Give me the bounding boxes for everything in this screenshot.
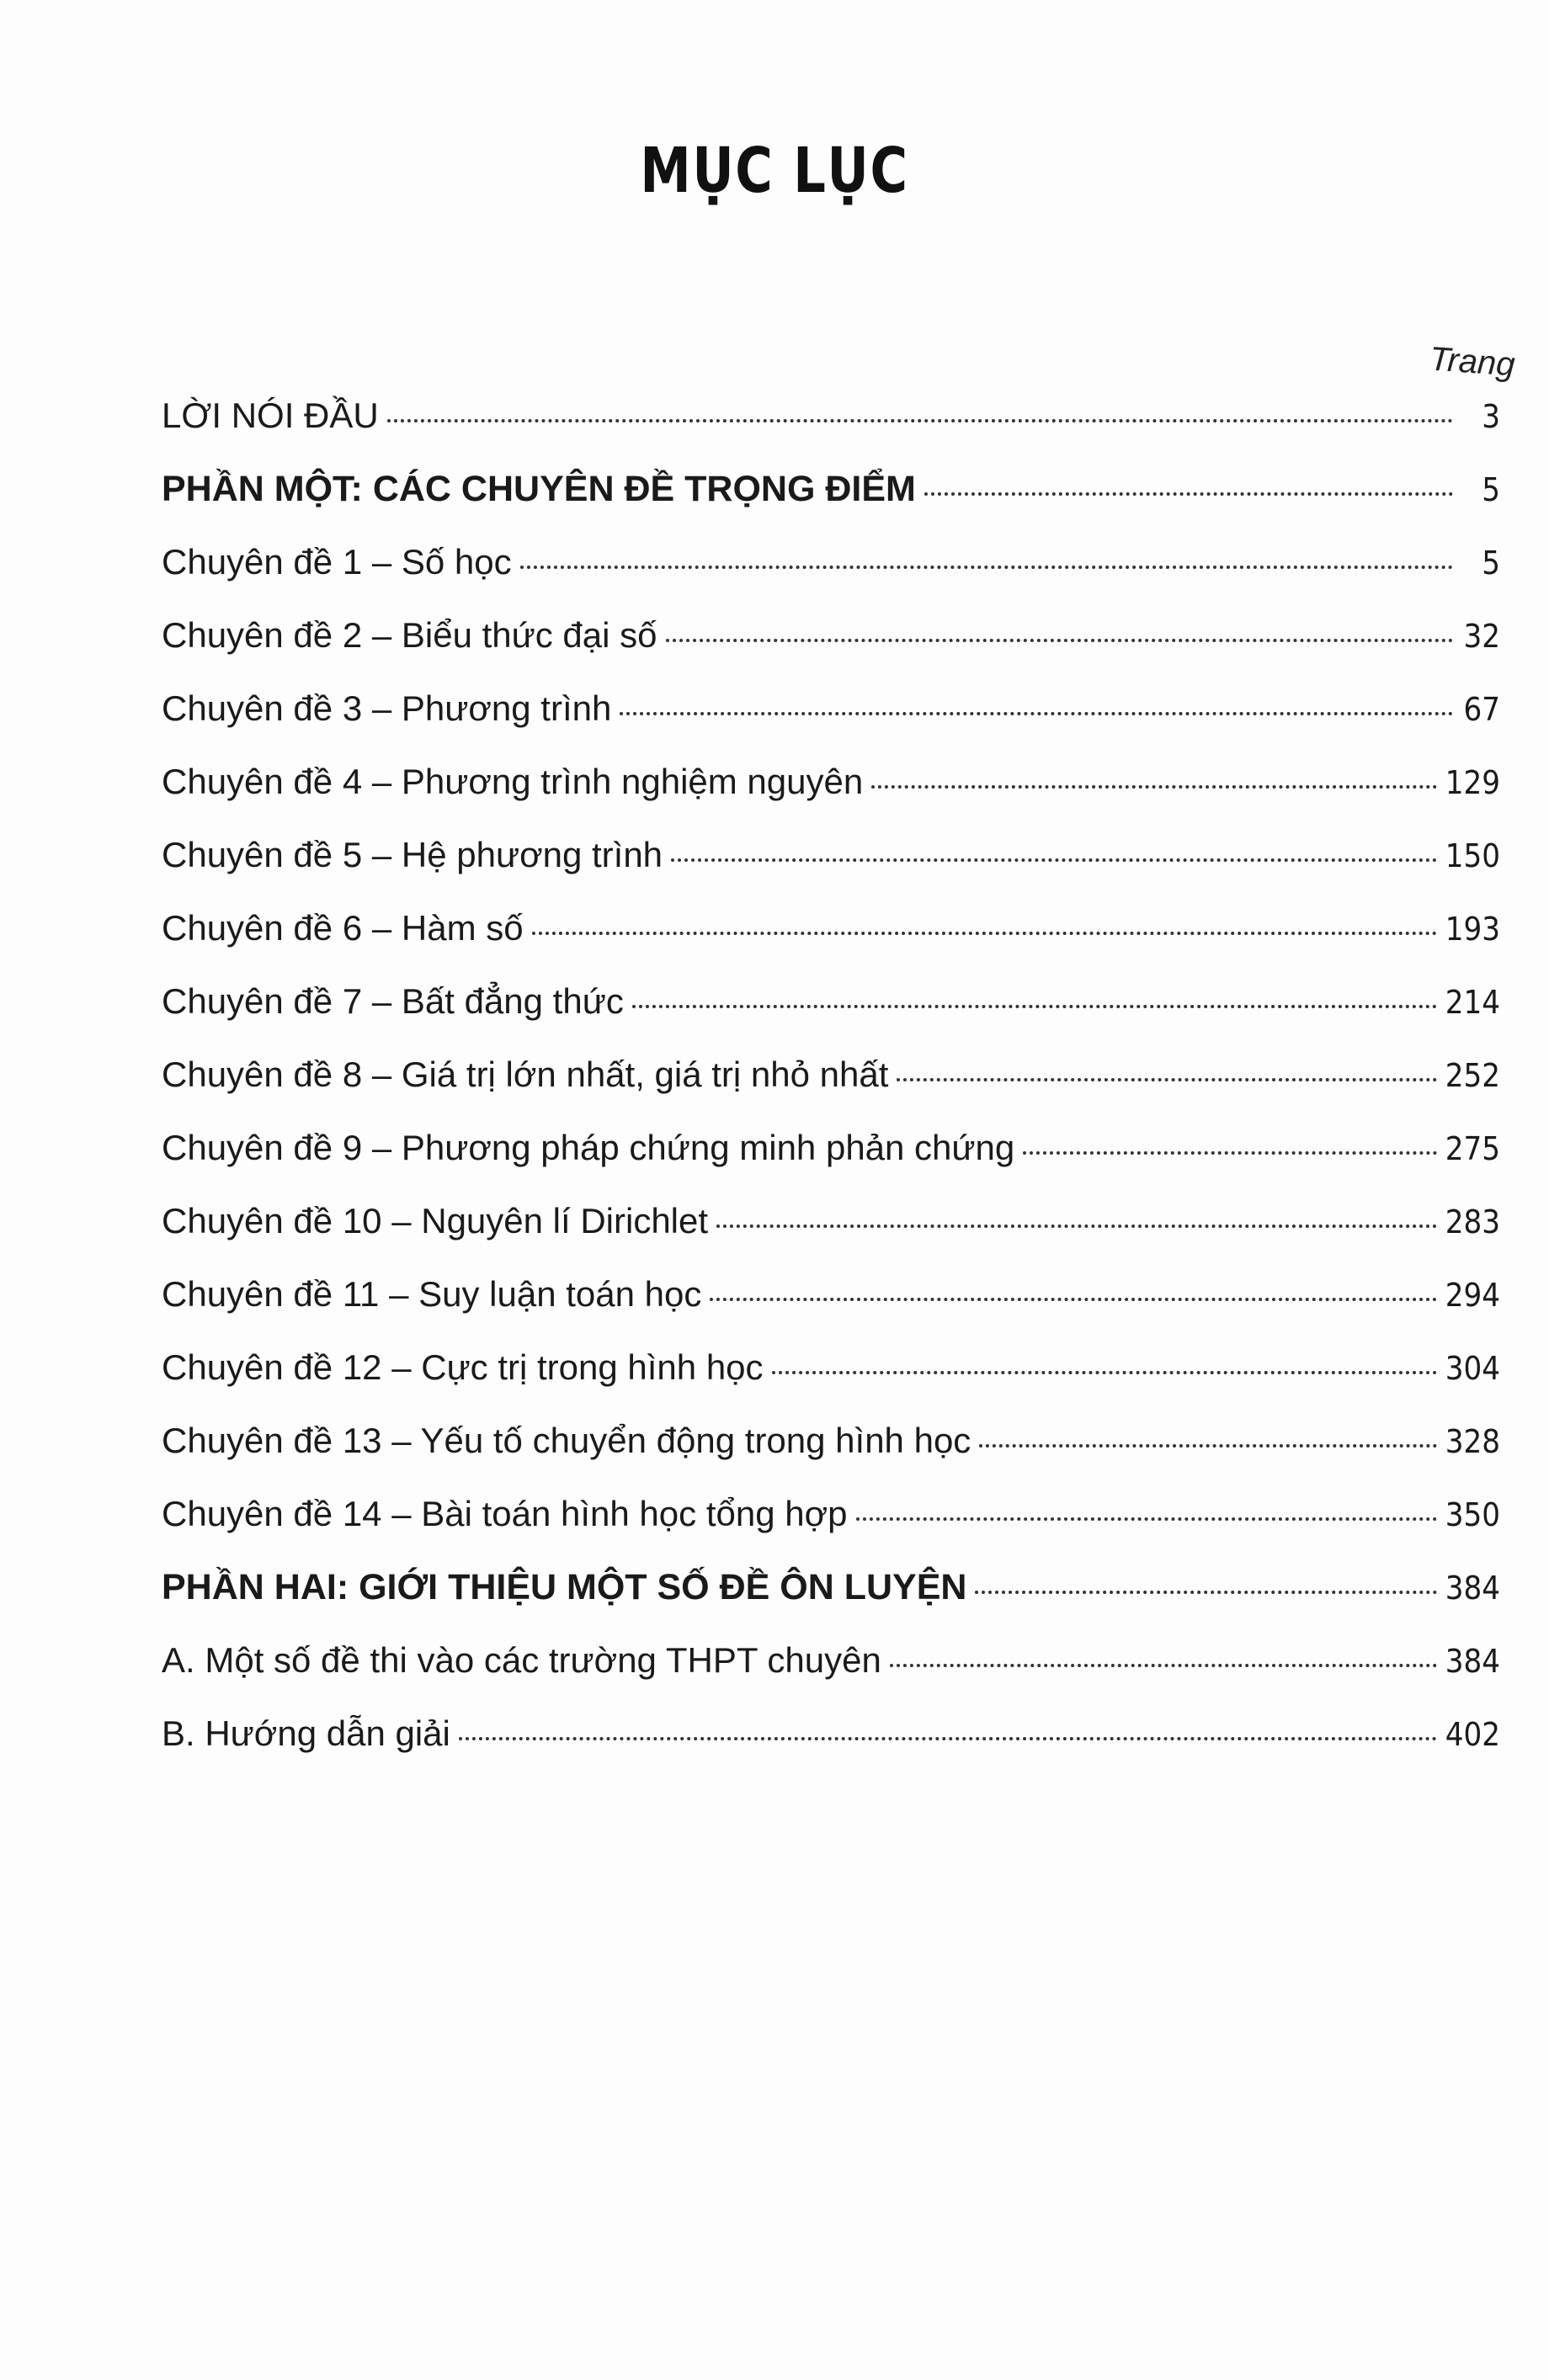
dot-leader: [772, 1371, 1437, 1374]
toc-entry-label: LỜI NÓI ĐẦU: [162, 396, 379, 435]
dot-leader: [532, 932, 1437, 935]
toc-entry-topic-7: [162, 981, 1500, 1055]
toc-entry-page: 67: [1463, 691, 1500, 728]
toc-entry-page: 350: [1445, 1496, 1500, 1533]
toc-entry-label: Chuyên đề 8 – Giá trị lớn nhất, giá trị nhỏ nhất: [162, 1055, 889, 1094]
toc-entry-label: Chuyên đề 9 – Phương pháp chứng minh phản chứng: [162, 1128, 1015, 1167]
toc-entry-label: Chuyên đề 3 – Phương trình: [162, 688, 612, 728]
toc-entry-page: 214: [1445, 984, 1500, 1021]
toc-entry-label: Chuyên đề 7 – Bất đẳng thức: [162, 981, 624, 1021]
toc-entry-label: Chuyên đề 5 – Hệ phương trình: [162, 835, 663, 874]
toc-entry-topic-13: [162, 1421, 1500, 1494]
toc-entry-intro: [162, 396, 1500, 469]
dot-leader: [979, 1444, 1436, 1448]
toc-entry-page: 252: [1445, 1057, 1500, 1094]
dot-leader: [671, 858, 1437, 862]
dot-leader: [620, 712, 1453, 715]
toc-entry-label: B. Hướng dẫn giải: [162, 1713, 450, 1753]
dot-leader: [1023, 1151, 1437, 1155]
toc-entry-page: 5: [1482, 545, 1500, 582]
dot-leader: [890, 1664, 1437, 1667]
toc-entry-page: 275: [1445, 1130, 1500, 1167]
toc-entry-page: 150: [1445, 837, 1500, 874]
toc-entry-page: 304: [1445, 1350, 1500, 1387]
dot-leader: [666, 639, 1454, 642]
toc-entry-label: Chuyên đề 1 – Số học: [162, 542, 512, 582]
page-column-label: Trang: [1428, 340, 1516, 384]
page-title: MỤC LỤC: [640, 135, 909, 207]
dot-leader: [871, 785, 1437, 789]
toc-entry-exams: [162, 1640, 1500, 1713]
dot-leader: [387, 419, 1453, 422]
toc-entry-label: Chuyên đề 10 – Nguyên lí Dirichlet: [162, 1201, 709, 1240]
toc-entry-topic-9: [162, 1128, 1500, 1201]
toc-entry-page: 283: [1445, 1203, 1500, 1240]
dot-leader: [975, 1591, 1436, 1594]
toc-entry-topic-8: [162, 1055, 1500, 1128]
dot-leader: [924, 492, 1453, 496]
dot-leader: [716, 1225, 1437, 1228]
toc-entry-topic-10: [162, 1201, 1500, 1274]
toc-entry-page: 5: [1482, 471, 1500, 508]
toc-entry-topic-4: [162, 762, 1500, 835]
toc-entry-solutions: [162, 1713, 1500, 1787]
toc-entry-page: 328: [1445, 1423, 1500, 1460]
toc-entry-page: 32: [1463, 618, 1500, 655]
toc-entry-label: A. Một số đề thi vào các trường THPT chuyên: [162, 1640, 881, 1680]
toc-entry-page: 129: [1445, 764, 1500, 801]
toc-entry-label: Chuyên đề 2 – Biểu thức đại số: [162, 615, 657, 655]
dot-leader: [856, 1517, 1437, 1521]
toc-entry-label: Chuyên đề 13 – Yếu tố chuyển động trong hình học: [162, 1421, 971, 1460]
toc-entry-label: Chuyên đề 11 – Suy luận toán học: [162, 1274, 702, 1314]
toc-entry-topic-2: [162, 615, 1500, 688]
toc-entry-page: 3: [1482, 398, 1500, 435]
toc-entry-page: 294: [1445, 1277, 1500, 1314]
toc-entry-page: 384: [1445, 1570, 1500, 1607]
toc-entry-topic-12: [162, 1347, 1500, 1421]
toc-entry-page: 384: [1445, 1643, 1500, 1680]
dot-leader: [897, 1078, 1436, 1081]
toc-entry-topic-5: [162, 835, 1500, 908]
toc-entry-label: PHẦN MỘT: CÁC CHUYÊN ĐỀ TRỌNG ĐIỂM: [162, 469, 916, 509]
toc-section-part-one: [162, 469, 1500, 542]
toc-entry-topic-1: [162, 542, 1500, 615]
toc-entry-page: 402: [1445, 1716, 1500, 1753]
dot-leader: [710, 1298, 1436, 1301]
toc-entry-topic-14: [162, 1494, 1500, 1567]
dot-leader: [459, 1737, 1437, 1740]
toc-entry-page: 193: [1445, 911, 1500, 948]
toc-entry-label: Chuyên đề 12 – Cực trị trong hình học: [162, 1347, 764, 1387]
toc-entry-label: Chuyên đề 4 – Phương trình nghiệm nguyên: [162, 762, 864, 801]
dot-leader: [520, 566, 1453, 569]
toc-entry-label: Chuyên đề 14 – Bài toán hình học tổng hợp: [162, 1494, 848, 1533]
toc-entry-label: PHẦN HAI: GIỚI THIỆU MỘT SỐ ĐỀ ÔN LUYỆN: [162, 1567, 967, 1607]
toc-section-part-two: [162, 1567, 1500, 1640]
toc-entry-topic-3: [162, 688, 1500, 762]
table-of-contents: [162, 396, 1500, 1787]
toc-entry-topic-11: [162, 1274, 1500, 1347]
toc-entry-label: Chuyên đề 6 – Hàm số: [162, 908, 524, 948]
toc-entry-topic-6: [162, 908, 1500, 981]
dot-leader: [632, 1005, 1437, 1008]
